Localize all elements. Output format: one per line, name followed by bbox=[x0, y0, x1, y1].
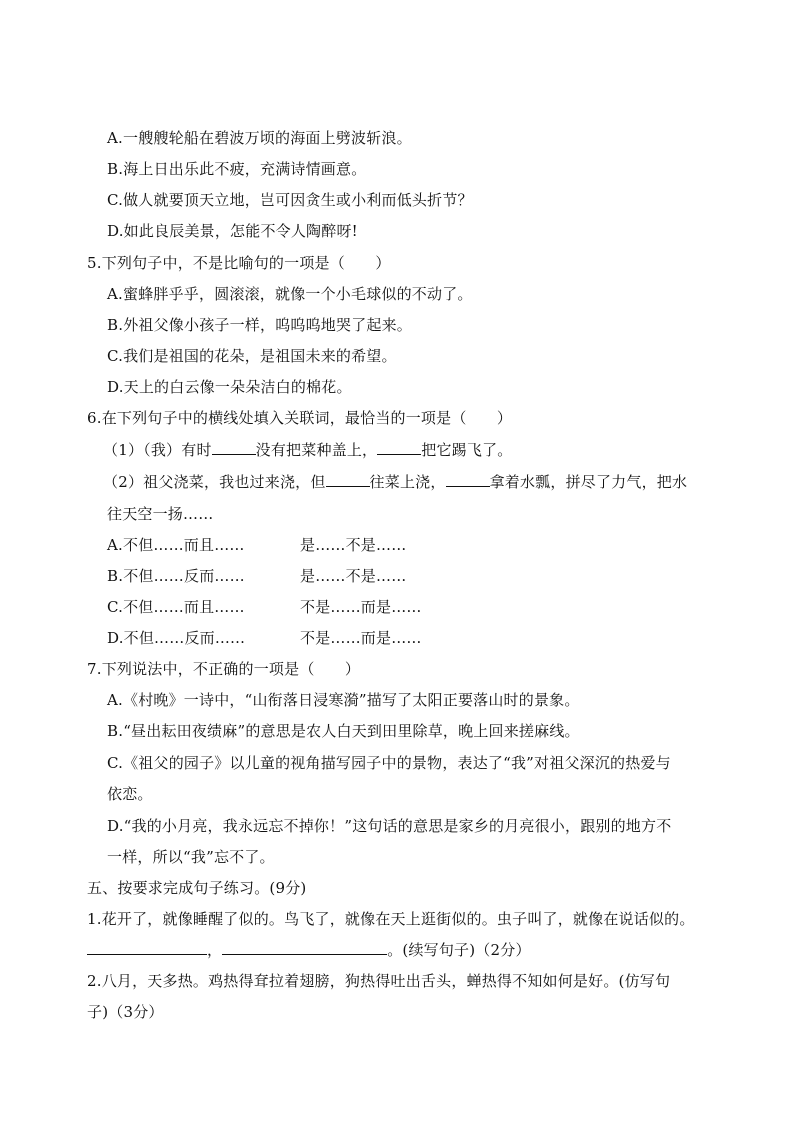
sec5-q1-comma: ， bbox=[207, 941, 223, 959]
q6-s1-blank-1[interactable] bbox=[212, 440, 256, 455]
sec5-q1-answer-line bbox=[87, 940, 531, 960]
sec5-q1-text: 1.花开了，就像睡醒了似的。鸟飞了，就像在天上逛街似的。虫子叫了，就像在说话似的。 bbox=[87, 910, 695, 928]
q6-sentence-1 bbox=[103, 440, 512, 460]
q5-option-d: D.天上的白云像一朵朵洁白的棉花。 bbox=[107, 378, 352, 396]
q6-s2-post: 拿着水瓢，拼尽了力气，把水 bbox=[489, 473, 688, 491]
q6-s2-blank-2[interactable] bbox=[446, 472, 490, 487]
q5-option-a: A.蜜蜂胖乎乎，圆滚滚，就像一个小毛球似的不动了。 bbox=[107, 285, 473, 303]
q6-s1-pre: （1）（我）有时 bbox=[103, 441, 212, 459]
q6-s1-post: 把它踢飞了。 bbox=[421, 441, 513, 459]
q6-option-c-2: 不是……而是…… bbox=[300, 598, 422, 616]
q6-s2-pre: （2）祖父浇菜，我也过来浇，但 bbox=[103, 473, 326, 491]
q7-option-b: B.“昼出耘田夜绩麻”的意思是农人白天到田里除草，晚上回来搓麻线。 bbox=[107, 722, 580, 740]
q6-option-b-2: 是……不是…… bbox=[300, 567, 407, 585]
q6-s2-blank-1[interactable] bbox=[326, 472, 370, 487]
q4-option-a: A.一艘艘轮船在碧波万顷的海面上劈波斩浪。 bbox=[107, 129, 412, 147]
q7-option-d-1: D.“我的小月亮，我永远忘不掉你！”这句话的意思是家乡的月亮很小，跟别的地方不 bbox=[107, 817, 672, 835]
sec5-q1-blank-1[interactable] bbox=[87, 940, 207, 955]
q6-option-b-1: B.不但……反而…… bbox=[107, 567, 245, 585]
q6-option-a-1: A.不但……而且…… bbox=[107, 536, 245, 554]
q6-stem: 6.在下列句子中的横线处填入关联词，最恰当的一项是（ ） bbox=[87, 409, 513, 427]
q6-s1-mid: 没有把菜种盖上， bbox=[255, 441, 378, 459]
q4-option-b: B.海上日出乐此不疲，充满诗情画意。 bbox=[107, 160, 367, 178]
q6-sentence-2 bbox=[103, 472, 687, 492]
q7-option-c-2: 依恋。 bbox=[107, 785, 153, 803]
q7-option-a: A.《村晚》一诗中，“山衔落日浸寒漪”描写了太阳正要落山时的景象。 bbox=[107, 691, 580, 709]
q7-option-c-1: C.《祖父的园子》以儿童的视角描写园子中的景物，表达了“我”对祖父深沉的热爱与 bbox=[107, 754, 671, 772]
sec5-q2-cont: 子)（3分） bbox=[87, 1003, 164, 1021]
q6-s2-mid: 往菜上浇， bbox=[369, 473, 446, 491]
sec5-q1-blank-2[interactable] bbox=[222, 940, 387, 955]
q5-stem: 5.下列句子中，不是比喻句的一项是（ ） bbox=[87, 254, 391, 272]
sec5-q1-end: 。(续写句子)（2分） bbox=[387, 941, 531, 959]
q6-sentence-2-cont: 往天空一扬…… bbox=[107, 505, 214, 523]
q6-s1-blank-2[interactable] bbox=[377, 440, 421, 455]
q7-option-d-2: 一样，所以“我”忘不了。 bbox=[107, 848, 275, 866]
q5-option-c: C.我们是祖国的花朵，是祖国未来的希望。 bbox=[107, 347, 397, 365]
q4-option-c: C.做人就要顶天立地，岂可因贪生或小利而低头折节？ bbox=[107, 191, 473, 209]
q6-option-d-2: 不是……而是…… bbox=[300, 629, 422, 647]
q6-option-a-2: 是……不是…… bbox=[300, 536, 407, 554]
q7-stem: 7.下列说法中，不正确的一项是（ ） bbox=[87, 660, 361, 678]
q6-option-c-1: C.不但……而且…… bbox=[107, 598, 245, 616]
q4-option-d: D.如此良辰美景，怎能不令人陶醉呀! bbox=[107, 222, 358, 240]
sec5-q2-text: 2.八月，天多热。鸡热得耷拉着翅膀，狗热得吐出舌头，蝉热得不知如何是好。(仿写句 bbox=[87, 972, 671, 990]
section-5-heading: 五、按要求完成句子练习。(9分) bbox=[87, 879, 307, 897]
q5-option-b: B.外祖父像小孩子一样，呜呜呜地哭了起来。 bbox=[107, 316, 412, 334]
q6-option-d-1: D.不但……反而…… bbox=[107, 629, 246, 647]
